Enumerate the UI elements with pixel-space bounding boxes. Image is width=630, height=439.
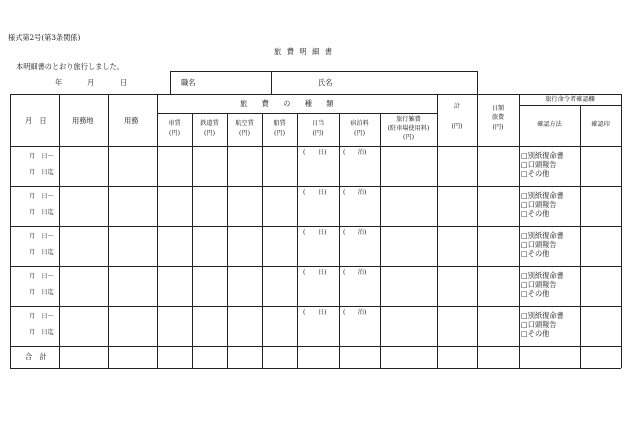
- confirm-options: [521, 271, 564, 298]
- date-from[interactable]: 月 日～: [29, 273, 54, 280]
- date-from[interactable]: 月 日～: [29, 233, 54, 240]
- col-business-place: 用務地: [72, 116, 94, 125]
- option-other[interactable]: □その他: [521, 329, 550, 338]
- per-diem-days[interactable]: ( 日): [303, 309, 327, 316]
- date-to[interactable]: 月 日迄: [29, 169, 54, 176]
- confirm-options: [521, 151, 564, 178]
- position-label: 職名: [181, 78, 196, 87]
- date-from[interactable]: 月 日～: [29, 313, 54, 320]
- option-written-report[interactable]: □別紙復命書: [521, 311, 564, 320]
- option-other[interactable]: □その他: [521, 209, 550, 218]
- option-oral-report[interactable]: □口頭報告: [521, 160, 557, 169]
- col-ship: 船賃: [273, 120, 286, 127]
- option-oral-report[interactable]: □口頭報告: [521, 200, 557, 209]
- date-to[interactable]: 月 日迄: [29, 249, 54, 256]
- col-misc-unit: (円): [402, 134, 414, 141]
- option-written-report[interactable]: □別紙復命書: [521, 271, 564, 280]
- date-to[interactable]: 月 日迄: [29, 289, 54, 296]
- col-confirm-group: 旅行命令者確認欄: [545, 96, 595, 103]
- date-from[interactable]: 月 日～: [29, 193, 54, 200]
- confirm-options: [521, 191, 564, 218]
- col-daily-1: 日額: [491, 105, 505, 112]
- option-other[interactable]: □その他: [521, 169, 550, 178]
- lodging-nights[interactable]: ( 泊): [343, 229, 367, 236]
- col-travel-type-group: 旅 費 の 種 類: [240, 99, 334, 108]
- col-lodging: 宿泊料: [350, 120, 369, 127]
- col-daily-unit: (円): [492, 124, 504, 131]
- lodging-nights[interactable]: ( 泊): [343, 149, 367, 156]
- per-diem-days[interactable]: ( 日): [303, 269, 327, 276]
- col-misc: 旅行雑費: [396, 116, 421, 123]
- lodging-nights[interactable]: ( 泊): [343, 189, 367, 196]
- col-confirm-seal: 確認印: [591, 121, 610, 128]
- col-month-day: 月 日: [25, 116, 47, 125]
- form-number: 様式第2号(第3条関係): [8, 33, 81, 42]
- col-air-unit: (円): [238, 130, 250, 137]
- position-field[interactable]: [205, 74, 265, 90]
- confirm-options: [521, 311, 564, 338]
- option-oral-report[interactable]: □口頭報告: [521, 240, 557, 249]
- date-to[interactable]: 月 日迄: [29, 209, 54, 216]
- col-confirm-method: 確認方法: [537, 121, 562, 128]
- col-fare-unit: (円): [168, 130, 180, 137]
- col-ship-unit: (円): [273, 130, 285, 137]
- date-month-label: 月: [87, 78, 95, 87]
- col-misc-parking: (駐車場使用料): [387, 125, 430, 132]
- col-per-diem-unit: (円): [312, 130, 324, 137]
- col-business: 用務: [124, 116, 139, 125]
- option-written-report[interactable]: □別紙復命書: [521, 191, 564, 200]
- col-air: 航空賃: [235, 120, 254, 127]
- per-diem-days[interactable]: ( 日): [303, 229, 327, 236]
- col-fare: 車賃: [168, 120, 181, 127]
- option-oral-report[interactable]: □口頭報告: [521, 280, 557, 289]
- lodging-nights[interactable]: ( 泊): [343, 269, 367, 276]
- page-title: 旅費明細書: [274, 47, 338, 56]
- per-diem-days[interactable]: ( 日): [303, 149, 327, 156]
- col-total-unit: (円): [451, 123, 463, 130]
- name-field[interactable]: [355, 74, 470, 90]
- confirm-options: [521, 231, 564, 258]
- col-rail: 鉄道賃: [200, 120, 219, 127]
- col-total: 計: [453, 103, 461, 110]
- date-from[interactable]: 月 日～: [29, 153, 54, 160]
- option-other[interactable]: □その他: [521, 289, 550, 298]
- date-day-label: 日: [120, 78, 128, 87]
- lodging-nights[interactable]: ( 泊): [343, 309, 367, 316]
- footer-total-label: 合 計: [25, 352, 47, 361]
- col-daily-2: 旅費: [491, 114, 505, 121]
- date-year-label: 年: [55, 78, 63, 87]
- option-written-report[interactable]: □別紙復命書: [521, 151, 564, 160]
- per-diem-days[interactable]: ( 日): [303, 189, 327, 196]
- intro-text: 本明細書のとおり旅行しました。: [16, 62, 124, 71]
- option-oral-report[interactable]: □口頭報告: [521, 320, 557, 329]
- col-per-diem: 日当: [311, 120, 325, 127]
- option-written-report[interactable]: □別紙復命書: [521, 231, 564, 240]
- col-lodging-unit: (円): [353, 130, 365, 137]
- name-label: 氏名: [318, 78, 333, 87]
- date-to[interactable]: 月 日迄: [29, 329, 54, 336]
- col-rail-unit: (円): [203, 130, 215, 137]
- option-other[interactable]: □その他: [521, 249, 550, 258]
